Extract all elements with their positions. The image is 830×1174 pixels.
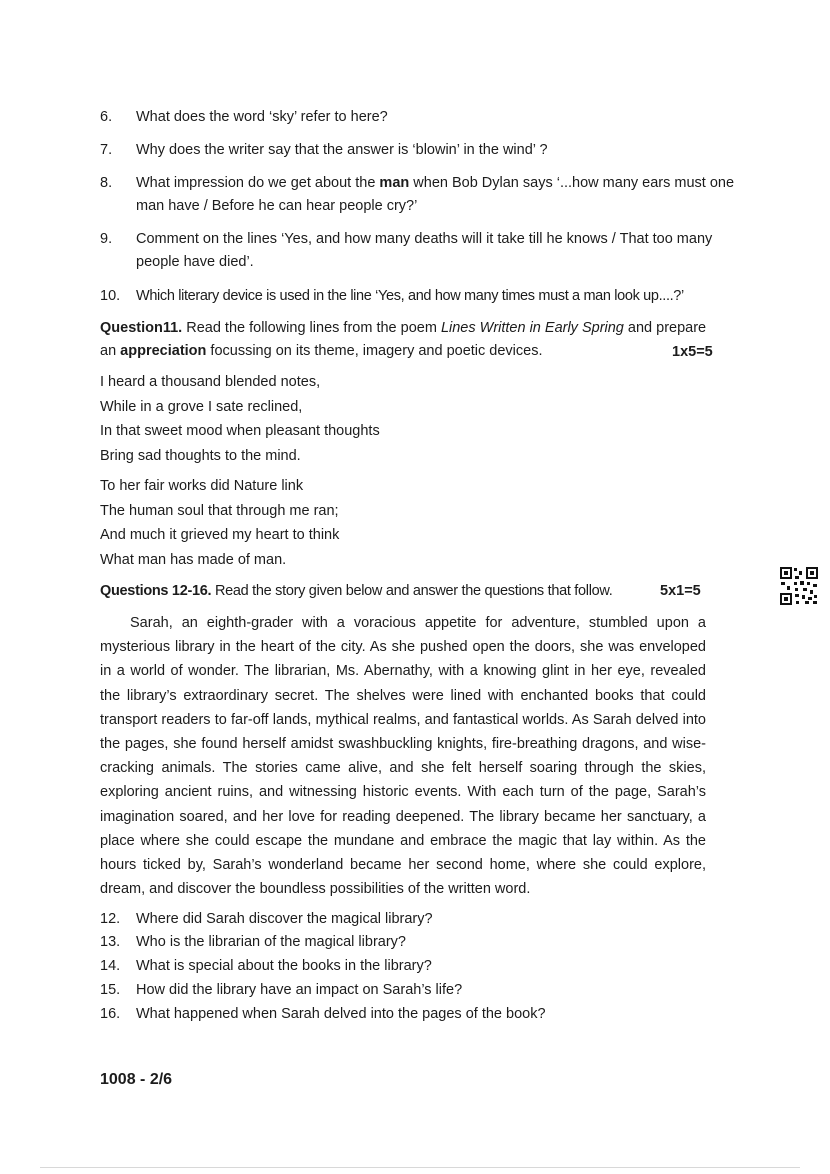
question-11-marks: 1x5=5 (672, 344, 713, 360)
poem-stanza-2 (100, 474, 740, 572)
poem-stanza-1 (100, 370, 740, 468)
question-label: Questions 12-16. (100, 583, 212, 599)
prompt-text: Read the following lines from the poem (182, 320, 441, 336)
question-14 (100, 955, 740, 978)
story-passage: Sarah, an eighth-grader with a voracious appetite for adventure, stumbled upon a mysterious library in the heart of the city. As she pushed open the doors, she was enveloped in a world of wonder. The librarian, Ms. Abernathy, with a knowing glint in her eye, revealed the library’s extraordinary secret. The shelves were lined with enchanted books that could transport readers to far-off lands, mythical realms, and fantastical worlds. As Sarah delved into the pages, she found herself amidst swashbuckling knights, fire-breathing dragons, and wise-cracking animals. The stories came alive, and she felt herself soaring through the skies, exploring ancient ruins, and witnessing historic events. With each turn of the page, Sarah’s imagination soared, and her love for reading deepened. The library became her sanctuary, a place where she could escape the mundane and embrace the magic that lay within. As the hours ticked by, Sarah’s wonderland became her second home, where she could explore, dream, and discover the boundless possibilities of the written word. (100, 615, 706, 898)
question-text-part: when Bob Dylan says ‘...how many ears must one man have / Before he can hear people cry?’ (136, 175, 735, 214)
poem-line: While in a grove I sate reclined, (100, 398, 303, 415)
question-text: What is special about the books in the library? (136, 958, 432, 974)
question-number: 12. (100, 911, 121, 927)
question-label: Question11. (100, 320, 183, 336)
page-footer-code: 1008 - 2/6 (100, 1071, 173, 1088)
question-7 (100, 139, 740, 162)
poem-line: What man has made of man. (100, 551, 287, 568)
qr-code-icon (779, 566, 819, 606)
prompt-text: and prepare an (100, 320, 707, 359)
question-number: 15. (100, 982, 121, 998)
question-number: 6. (100, 109, 113, 125)
question-text-part: What impression do we get about the (136, 175, 380, 191)
question-text: Where did Sarah discover the magical library? (136, 911, 433, 927)
question-number: 7. (100, 142, 113, 158)
question-bold-word: man (379, 175, 410, 191)
question-text: Comment on the lines ‘Yes, and how many deaths will it take till he knows / That too many people have died’. (136, 231, 713, 270)
prompt-text: focussing on its theme, imagery and poetic devices. (206, 343, 543, 359)
question-9 (100, 228, 740, 274)
question-number: 14. (100, 958, 121, 974)
questions-12-16-marks: 5x1=5 (660, 583, 701, 599)
question-text: How did the library have an impact on Sarah’s life? (136, 982, 463, 998)
question-number: 8. (100, 175, 113, 191)
question-text: What happened when Sarah delved into the pages of the book? (136, 1006, 546, 1022)
question-15 (100, 979, 740, 1002)
question-number: 9. (100, 231, 113, 247)
question-12 (100, 908, 740, 931)
poem-line: I heard a thousand blended notes, (100, 374, 321, 390)
question-11-prompt (100, 317, 715, 363)
question-13 (100, 931, 740, 954)
poem-line: The human soul that through me ran; (100, 502, 339, 519)
question-6 (100, 106, 740, 129)
question-text: Why does the writer say that the answer is ‘blowin’ in the wind’ ? (136, 142, 548, 158)
question-10 (100, 285, 740, 308)
poem-line: To her fair works did Nature link (100, 478, 304, 494)
question-text: Who is the librarian of the magical library? (136, 934, 406, 950)
prompt-bold-word: appreciation (120, 343, 207, 359)
questions-12-16-prompt (100, 580, 660, 603)
question-text: Which literary device is used in the line ‘Yes, and how many times must a man look up....?’ (136, 288, 684, 304)
question-16 (100, 1003, 740, 1026)
question-number: 13. (100, 934, 121, 950)
scan-edge-divider (40, 1167, 800, 1168)
poem-line: Bring sad thoughts to the mind. (100, 447, 301, 464)
poem-line: And much it grieved my heart to think (100, 527, 340, 543)
question-text (136, 172, 740, 218)
poem-title: Lines Written in Early Spring (440, 320, 624, 336)
question-8 (100, 172, 740, 218)
question-text: What does the word ‘sky’ refer to here? (136, 109, 388, 125)
question-number: 16. (100, 1006, 121, 1022)
poem-line: In that sweet mood when pleasant thoughts (100, 423, 380, 439)
prompt-text: Read the story given below and answer the questions that follow. (211, 583, 613, 599)
question-number: 10. (100, 288, 121, 304)
